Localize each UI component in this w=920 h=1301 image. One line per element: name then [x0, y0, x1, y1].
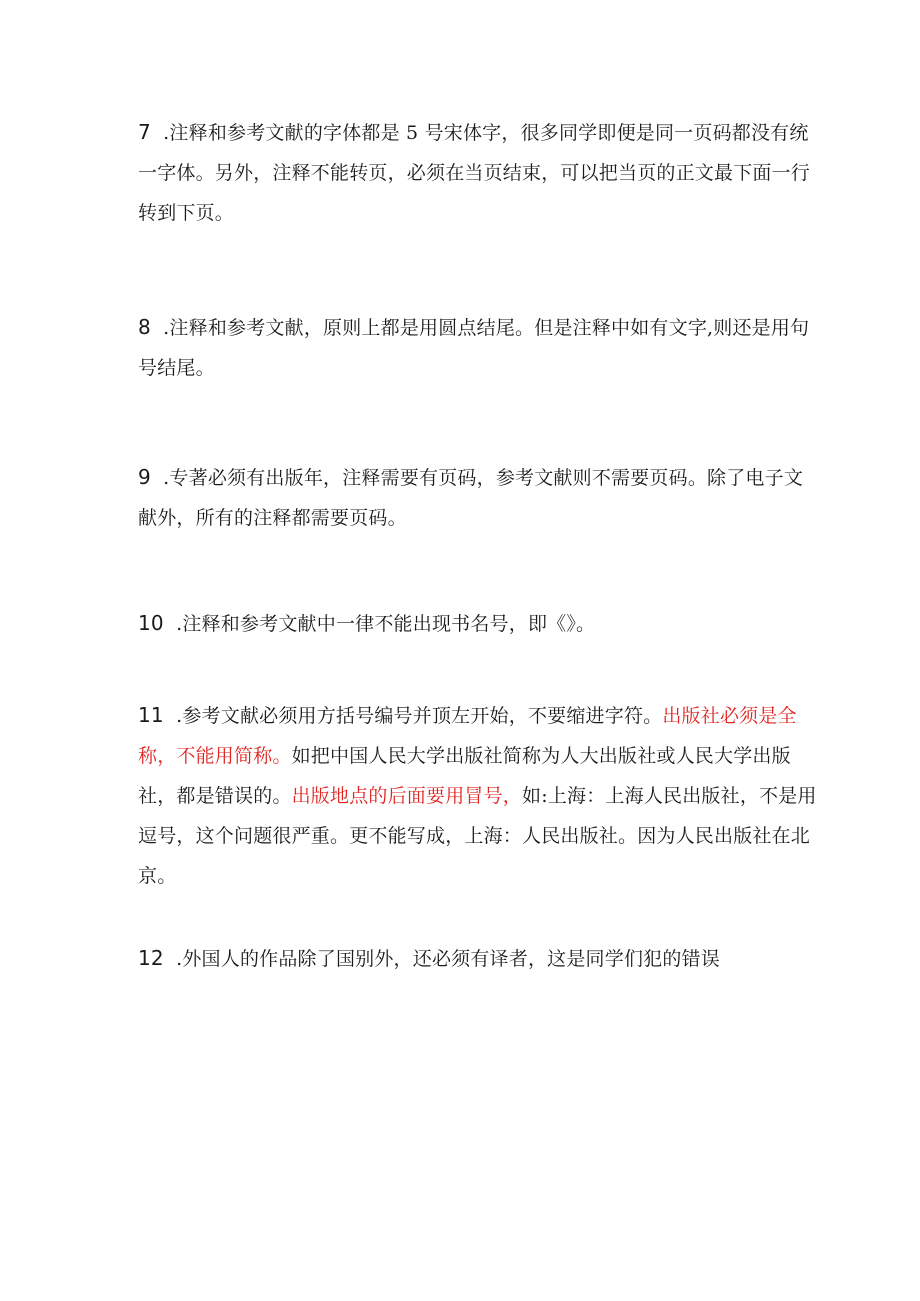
item-text: .注释和参考文献，原则上都是用圆点结尾。但是注释中如有文字,则还是用句号结尾。 [138, 317, 810, 379]
highlighted-text: 出版社必须是全称，不能用简称。 [138, 705, 797, 767]
item-text: .注释和参考文献的字体都是 5 号宋体字，很多同学即便是同一页码都没有统一字体。另外，注释不能转页，必须在当页结束，可以把当页的正文最下面一行转到下页。 [138, 122, 811, 224]
item-number: 10 [138, 611, 164, 635]
item-number: 12 [138, 946, 164, 970]
item-number: 7 [138, 120, 151, 144]
item-number: 11 [138, 703, 164, 727]
item-text: .外国人的作品除了国别外，还必须有译者，这是同学们犯的错误 [169, 948, 720, 970]
item-number: 8 [138, 315, 151, 339]
item-text: 如:上海：上海人民出版社，不是用逗号，这个问题很严重。更不能写成，上海：人民出版社。因为人民出版社在北京。 [138, 785, 817, 887]
item-text: 如把中国人民大学出版社简称为人大出版社或人民大学出版社，都是错误的。 [138, 745, 791, 807]
highlighted-text: 出版地点的后面要用冒号， [291, 785, 523, 807]
note-item-12 [138, 938, 818, 979]
item-text: .注释和参考文献中一律不能出现书名号，即《》。 [169, 613, 596, 635]
note-item-9 [138, 457, 818, 538]
note-item-7 [138, 112, 818, 233]
item-text: .参考文献必须用方括号编号并顶左开始，不要缩进字符。 [169, 705, 663, 727]
item-text: .专著必须有出版年，注释需要有页码，参考文献则不需要页码。除了电子文献外，所有的注释都需要页码。 [138, 467, 804, 529]
note-item-8 [138, 307, 818, 388]
item-number: 9 [138, 465, 151, 489]
note-item-11 [138, 695, 818, 896]
note-item-10 [138, 603, 818, 644]
